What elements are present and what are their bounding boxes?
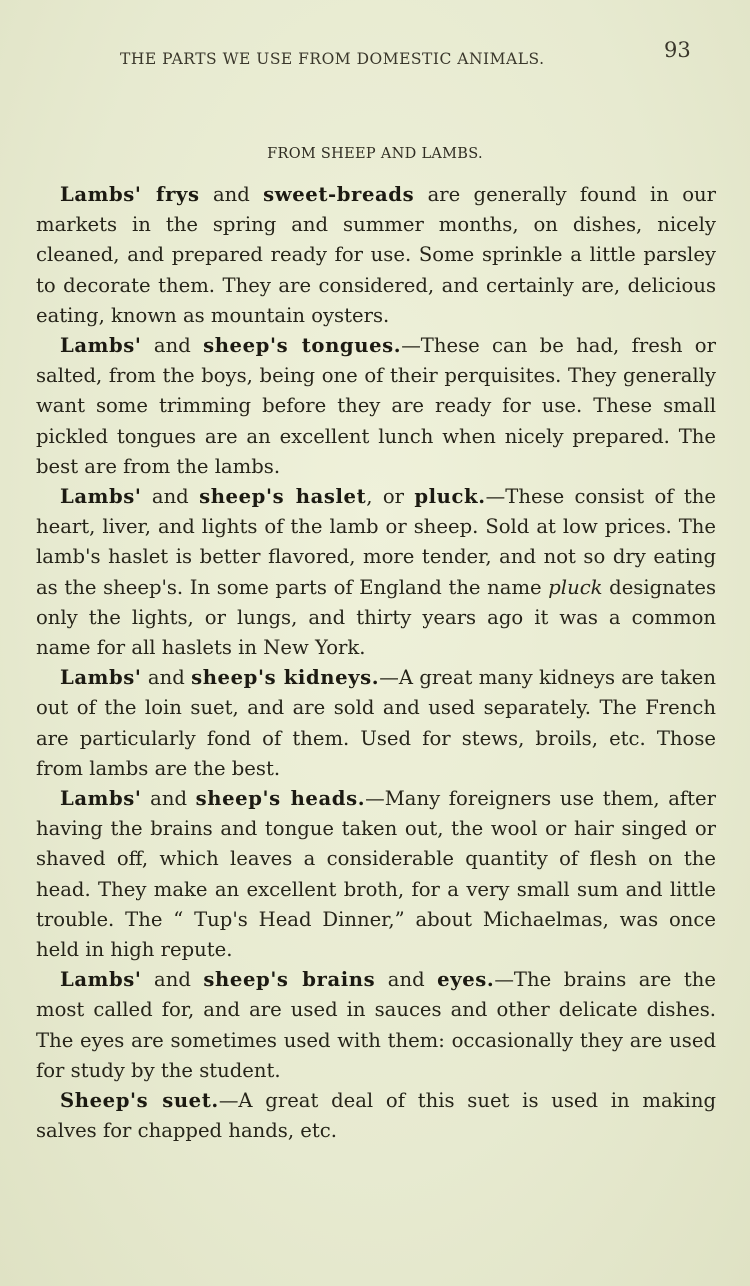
term: sheep's heads. [195,787,366,811]
connector: and [141,334,204,358]
term: Lambs' [60,968,142,992]
term: Lambs' [60,485,142,509]
term: sheep's haslet [199,485,367,509]
section-title: FROM SHEEP AND LAMBS. [267,146,483,162]
page-number: 93 [664,38,691,62]
term: sheep's brains [203,968,376,992]
paragraph-text: —A great deal of this suet is used in making salves for chapped hands, etc. [36,1089,716,1143]
term: Lambs' [60,666,142,690]
paragraph-haslet [36,482,716,663]
term: Lambs' [60,787,142,811]
paragraph-text: —A great many kidneys are taken out of the loin suet, and are sold and used separately. The French are particularly fond of them. Used for stews, broils, etc. Those from lambs are the best. [36,666,717,780]
paragraph-suet [36,1086,716,1146]
term: Lambs' frys [60,183,200,206]
connector: and [141,787,196,811]
paragraph-text: —Many foreigners use them, after having the brains and tongue taken out, the wool or hair singed or shaved off, which leaves a considerable quantity of flesh on the head. They make an excellent broth, for a very small sum and little trouble. The “ Tup's Head Dinner,” about Michaelmas, was once held in high repute. [36,787,716,962]
body-text [36,180,716,1147]
paragraph-text: —These can be had, fresh or salted, from the boys, being one of their perquisites. They generally want some trimming before they are ready for use. These small pickled tongues are an excellent lunch when nicely prepared. The best are from the lambs. [36,334,716,478]
connector: and [141,666,192,690]
paragraph-text: are generally found in our markets in the spring and summer months, on dishes, nicely cleaned, and prepared ready for use. Some sprinkle a little parsley to decorate them. They are considered, and certainly are, delicious eating, known as mountain oysters. [36,183,716,327]
term: pluck. [414,485,486,509]
paragraph-brains-eyes [36,965,716,1086]
term: sweet-breads [263,183,415,206]
term: eyes. [437,968,495,992]
paragraph-heads [36,784,716,965]
connector: and [199,183,264,206]
term: sheep's tongues. [203,334,402,358]
paragraph-text: —These consist of the heart, liver, and lights of the lamb or sheep. Sold at low prices. The lamb's haslet is better flavored, more tender, and not so dry eating as the sheep's. In some parts of England the name [36,485,716,599]
connector: , or [366,485,415,509]
running-head: THE PARTS WE USE FROM DOMESTIC ANIMALS. [120,50,545,68]
paragraph-kidneys [36,663,716,784]
connector: and [141,485,200,509]
paragraph-frys-sweetbreads [36,180,716,331]
italic-word: pluck [548,575,603,599]
paragraph-text: designates only the lights, or lungs, and thirty years ago it was a common name for all haslets in New York. [36,575,717,660]
paragraph-tongues [36,331,716,482]
term: Lambs' [60,334,142,358]
term: Sheep's suet. [60,1089,219,1113]
connector: and [141,968,204,992]
term: sheep's kidneys. [191,666,380,690]
connector: and [375,968,438,992]
paragraph-text: —The brains are the most called for, and are used in sauces and other delicate dishes. The eyes are sometimes used with them: occasionally they are used for study by the student. [36,968,716,1082]
